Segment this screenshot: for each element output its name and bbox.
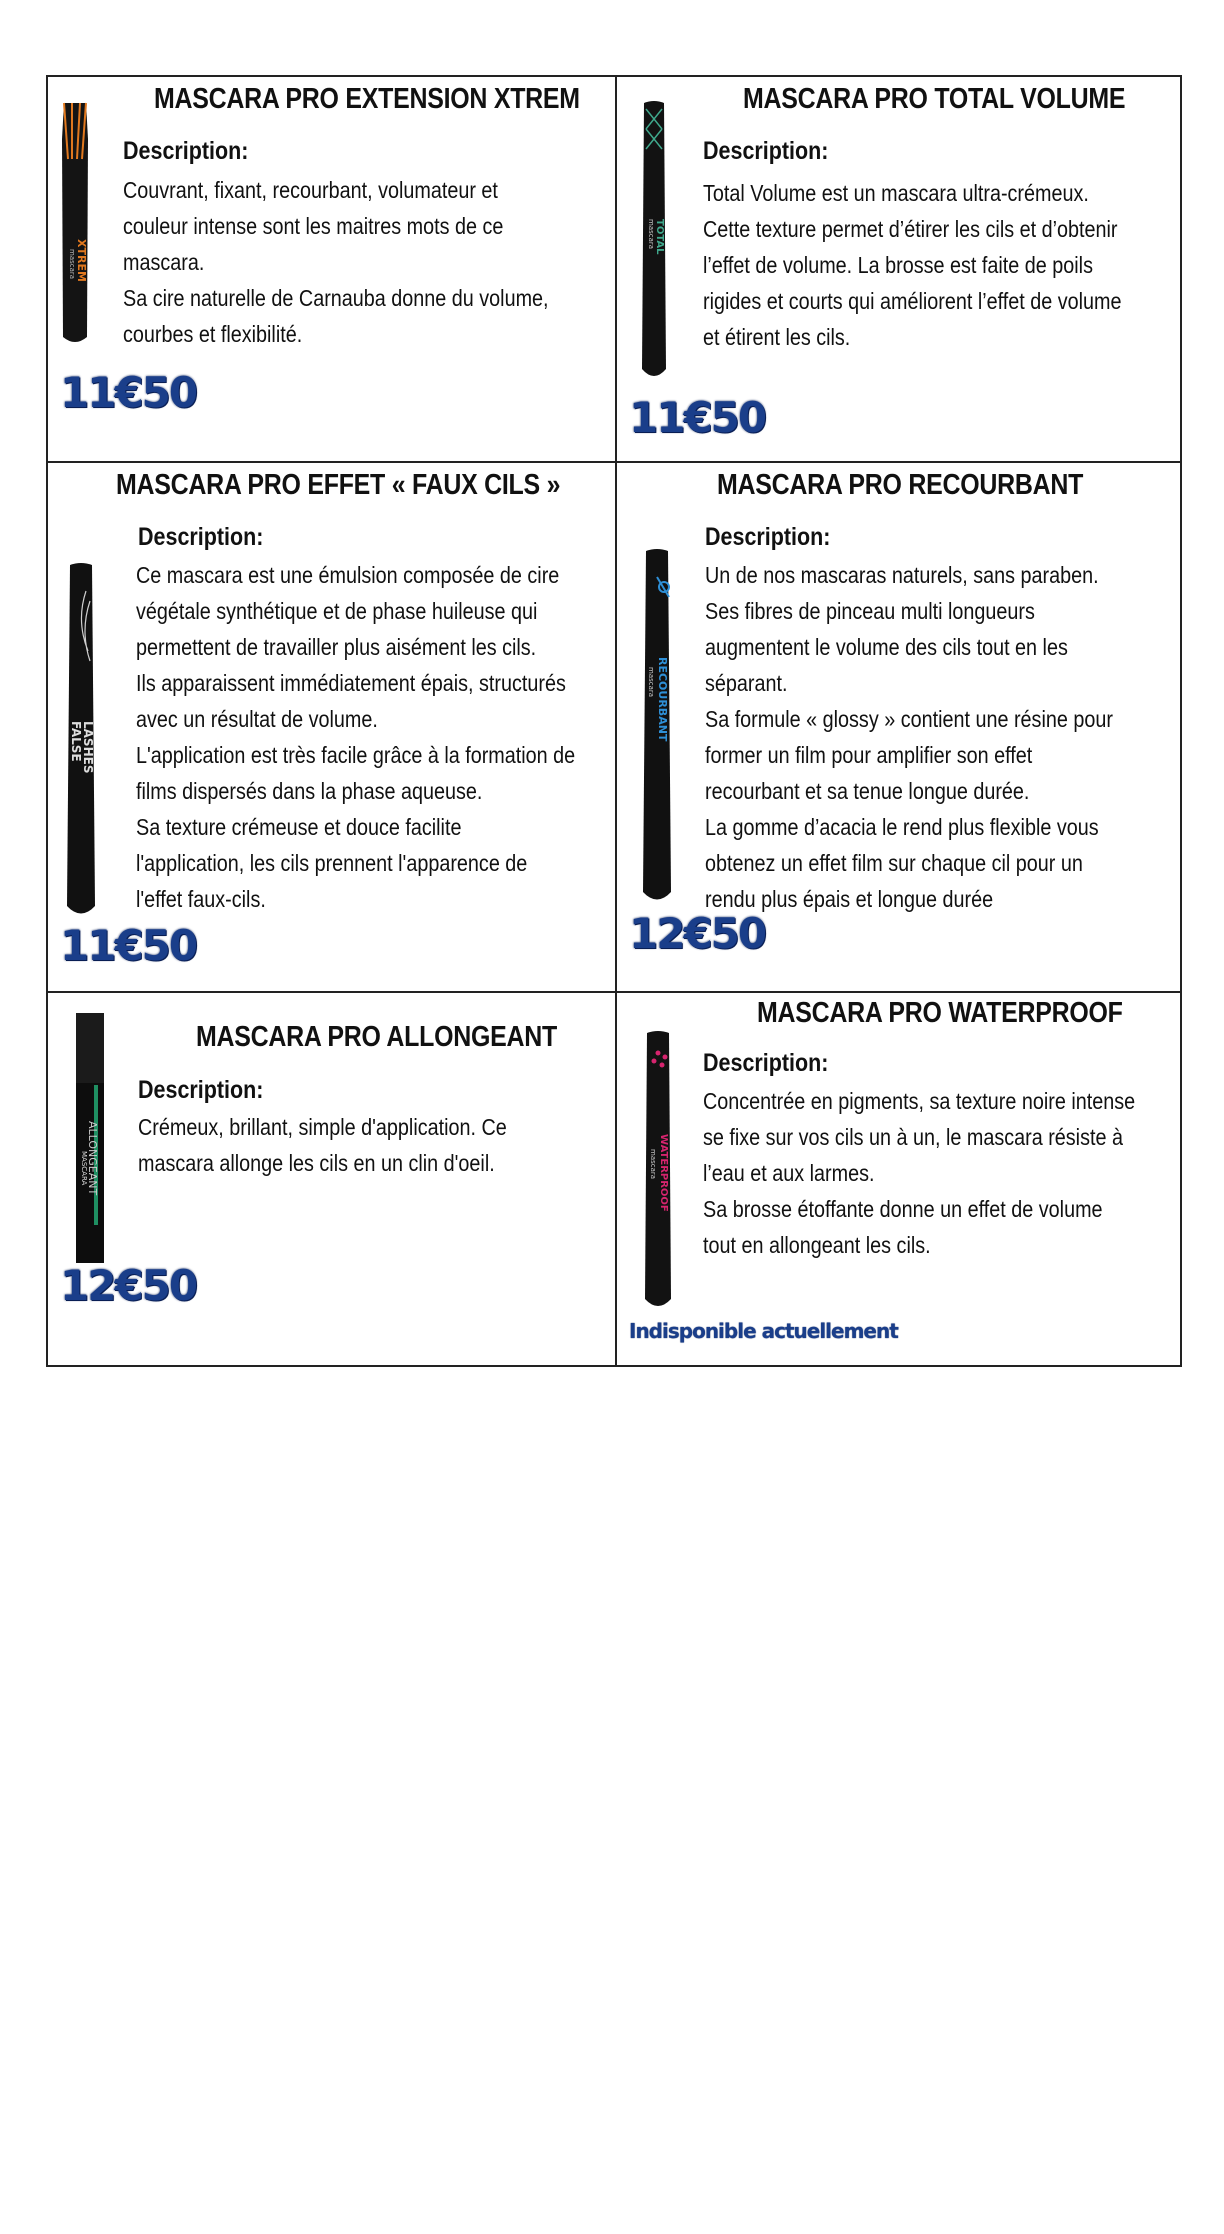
tube-name-text: ALLONGEANT (86, 1121, 99, 1196)
product-card-faux-cils (48, 463, 615, 991)
product-title: MASCARA PRO TOTAL VOLUME (743, 83, 1126, 115)
product-price: 12€50 (629, 909, 766, 958)
tube-name-text: XTREM (75, 239, 88, 282)
mascara-tube-image (72, 1011, 108, 1266)
product-description: Crémeux, brillant, simple d'application. Ce mascara allonge les cils en un clin d'oeil. (138, 1114, 507, 1176)
tube-brand-text: mascara (647, 667, 655, 698)
product-card-waterproof (617, 993, 1182, 1367)
product-card-allongeant (48, 993, 615, 1367)
tube-name-text: WATERPROOF (658, 1134, 669, 1212)
product-title: MASCARA PRO EFFET « FAUX CILS » (116, 469, 561, 501)
tube-name-text: TOTAL (654, 219, 665, 255)
description-label: Description: (123, 137, 249, 165)
product-price: 11€50 (60, 368, 197, 417)
product-price: 11€50 (60, 921, 197, 970)
product-price: 11€50 (629, 393, 766, 442)
tube-name-text: FALSE (69, 721, 83, 762)
tube-name-text: LASHES (81, 721, 95, 774)
availability-status: Indisponible actuellement (629, 1319, 898, 1343)
product-title: MASCARA PRO EXTENSION XTREM (154, 83, 580, 115)
mascara-tube-image (637, 99, 671, 384)
product-card-extension-xtrem (48, 77, 615, 461)
product-description: Concentrée en pigments, sa texture noire intense se fixe sur vos cils un à un, le mascara résiste à l’eau et aux larmes. Sa brosse étoffante donne un effet de volume tout en allongeant les cils. (703, 1088, 1136, 1258)
description-label: Description: (703, 137, 829, 165)
product-grid (46, 75, 1182, 1367)
mascara-tube-image (58, 99, 92, 349)
mascara-tube-image (637, 547, 677, 907)
product-card-total-volume (617, 77, 1182, 461)
product-card-recourbant (617, 463, 1182, 991)
description-label: Description: (138, 523, 264, 551)
product-price: 12€50 (60, 1261, 197, 1310)
description-label: Description: (138, 1076, 264, 1104)
mascara-tube-image (62, 561, 100, 921)
tube-name-text: RECOURBANT (656, 657, 669, 742)
product-description: Total Volume est un mascara ultra-crémeux. Cette texture permet d’étirer les cils et d’obtenir l’effet de volume. La brosse est faite de poils rigides et courts qui améliorent l’effet de volume et étirent les cils. (703, 180, 1122, 350)
description-label: Description: (703, 1049, 829, 1077)
tube-brand-text: mascara (649, 1149, 657, 1180)
tube-brand-text: MASCARA (80, 1151, 88, 1186)
mascara-tube-image (639, 1029, 677, 1314)
description-label: Description: (705, 523, 831, 551)
product-description: Un de nos mascaras naturels, sans paraben. Ses fibres de pinceau multi longueurs augmentent le volume des cils tout en les séparant. Sa formule « glossy » contient une résine pour former un film pour amplifier son effet recourbant et sa tenue longue durée. La gomme d’acacia le rend plus flexible vous obtenez un effet film sur chaque cil pour un rendu plus épais et longue durée (705, 562, 1113, 912)
product-description: Ce mascara est une émulsion composée de cire végétale synthétique et de phase huileuse qui permettent de travailler plus aisément les cils. Ils apparaissent immédiatement épais, structurés avec un résultat de volume. L'application est très facile grâce à la formation de films dispersés dans la phase aqueuse. Sa texture crémeuse et douce facilite l'application, les cils prennent l'apparence de l'effet faux-cils. (136, 562, 576, 912)
product-title: MASCARA PRO WATERPROOF (757, 997, 1123, 1029)
tube-brand-text: mascara (68, 249, 76, 280)
tube-brand-text: mascara (647, 219, 655, 250)
product-title: MASCARA PRO RECOURBANT (717, 469, 1084, 501)
product-description: Couvrant, fixant, recourbant, volumateur et couleur intense sont les maitres mots de ce mascara. Sa cire naturelle de Carnauba donne du volume, courbes et flexibilité. (123, 177, 549, 347)
product-title: MASCARA PRO ALLONGEANT (196, 1021, 558, 1053)
